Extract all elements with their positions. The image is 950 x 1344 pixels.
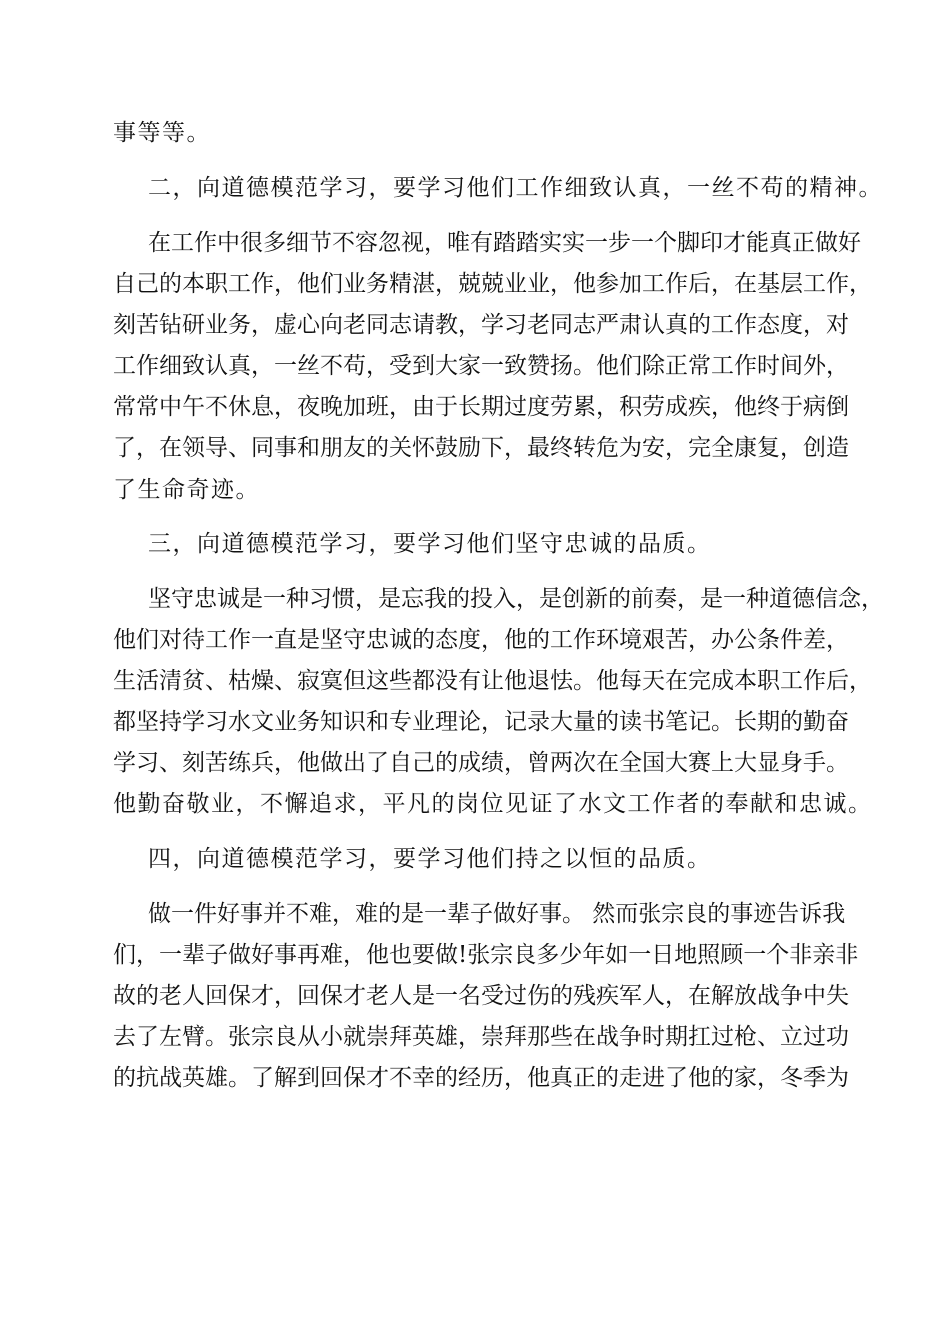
text-line-6: 工作细致认真，一丝不苟，受到大家一致赞扬。他们除正常工作时间外， (113, 353, 849, 379)
text-line-4: 自己的本职工作，他们业务精湛，兢兢业业，他参加工作后，在基层工作， (113, 271, 872, 297)
text-line-15: 学习、刻苦练兵，他做出了自己的成绩，曾两次在全国大赛上大显身手。 (113, 750, 849, 776)
text-line-11: 坚守忠诚是一种习惯，是忘我的投入，是创新的前奏，是一种道德信念， (148, 586, 884, 612)
text-line-9: 了生命奇迹。 (113, 477, 260, 503)
section-heading-4: 四，向道德模范学习，要学习他们持之以恒的品质。 (148, 846, 712, 872)
section-heading-3: 三，向道德模范学习，要学习他们坚守忠诚的品质。 (148, 531, 712, 557)
text-line-13: 生活清贫、枯燥、寂寞但这些都没有让他退怯。他每天在完成本职工作后， (113, 668, 872, 694)
text-line-5: 刻苦钻研业务，虚心向老同志请教，学习老同志严肃认真的工作态度，对 (113, 312, 849, 338)
text-line-3: 在工作中很多细节不容忽视，唯有踏踏实实一步一个脚印才能真正做好 (148, 230, 861, 256)
text-line-16: 他勤奋敬业，不懈追求，平凡的岗位见证了水文工作者的奉献和忠诚。 (113, 791, 873, 817)
text-line-1: 事等等。 (113, 120, 211, 146)
text-line-19: 们，一辈子做好事再难，他也要做!张宗良多少年如一日地照顾一个非亲非 (113, 942, 859, 968)
text-line-8: 了，在领导、同事和朋友的关怀鼓励下，最终转危为安，完全康复，创造 (113, 435, 849, 461)
text-line-12: 他们对待工作一直是坚守忠诚的态度，他的工作环境艰苦，办公条件差， (113, 627, 849, 653)
section-heading-2: 二，向道德模范学习，要学习他们工作细致认真，一丝不苟的精神。 (148, 175, 883, 201)
text-line-20: 故的老人回保才，回保才老人是一名受过伤的残疾军人，在解放战争中失 (113, 983, 849, 1009)
text-line-21: 去了左臂。张宗良从小就崇拜英雄，崇拜那些在战争时期扛过枪、立过功 (113, 1024, 849, 1050)
text-line-18: 做一件好事并不难，难的是一辈子做好事。 然而张宗良的事迹告诉我 (148, 901, 846, 927)
text-line-14: 都坚持学习水文业务知识和专业理论，记录大量的读书笔记。长期的勤奋 (113, 709, 849, 735)
text-line-7: 常常中午不休息，夜晚加班，由于长期过度劳累，积劳成疾，他终于病倒 (113, 394, 849, 420)
text-line-22: 的抗战英雄。了解到回保才不幸的经历，他真正的走进了他的家，冬季为 (113, 1065, 849, 1091)
